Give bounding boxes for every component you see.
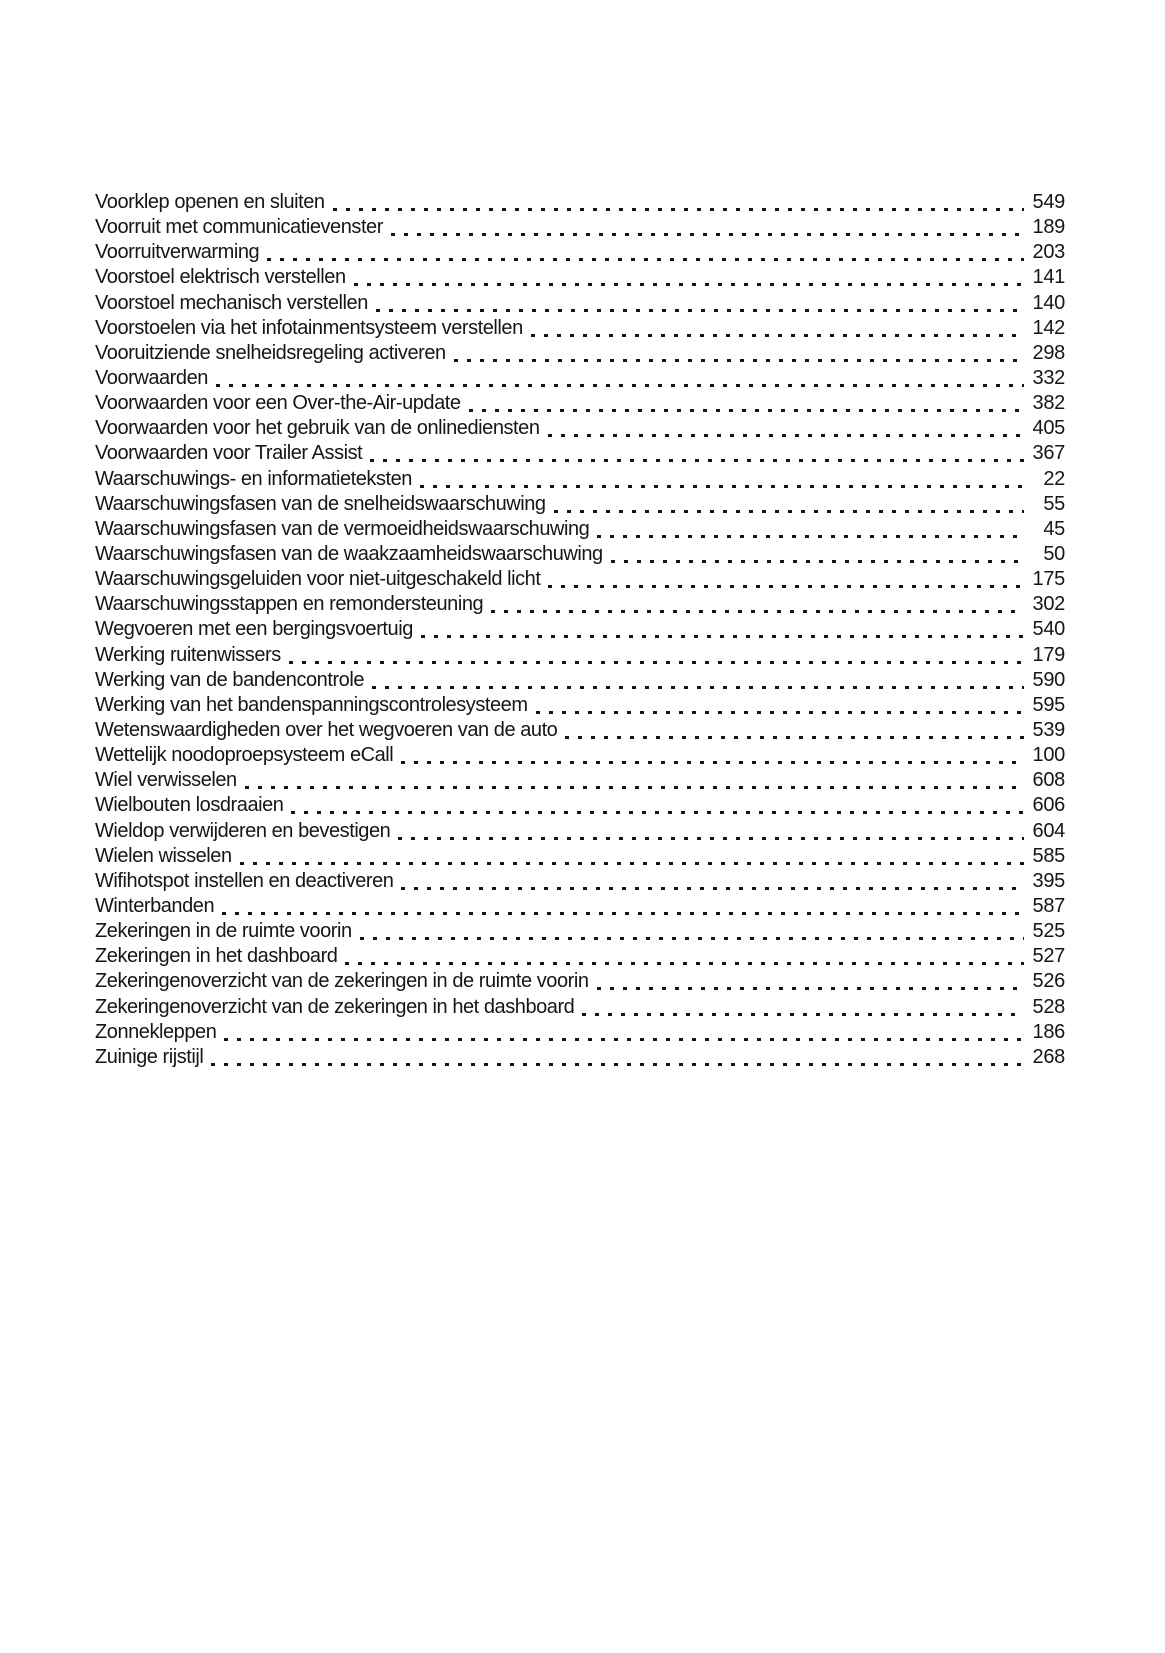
toc-entry-title: Zonnekleppen xyxy=(95,1020,217,1043)
toc-entry-page-number: 140 xyxy=(1032,291,1065,314)
dot-leader xyxy=(240,844,1024,869)
toc-entry-row[interactable] xyxy=(95,793,1065,818)
toc-entry-title: Zekeringenoverzicht van de zekeringen in het dashboard xyxy=(95,995,575,1018)
toc-entry-page-number: 540 xyxy=(1032,618,1065,641)
toc-entry-title: Wielen wisselen xyxy=(95,844,232,867)
toc-entry-page-number: 585 xyxy=(1032,844,1065,867)
toc-entry-title: Voorruitverwarming xyxy=(95,241,260,264)
toc-entry-page-number: 100 xyxy=(1032,744,1065,767)
toc-entry-row[interactable] xyxy=(95,1020,1065,1045)
toc-entry-title: Winterbanden xyxy=(95,894,215,917)
toc-entry-page-number: 539 xyxy=(1032,718,1065,741)
toc-entry-row[interactable] xyxy=(95,416,1065,441)
toc-entry-row[interactable] xyxy=(95,316,1065,341)
toc-entry-page-number: 175 xyxy=(1032,568,1065,591)
toc-entry-row[interactable] xyxy=(95,215,1065,240)
dot-leader xyxy=(345,944,1024,969)
dot-leader xyxy=(211,1045,1024,1070)
toc-entry-row[interactable] xyxy=(95,441,1065,466)
toc-entry-page-number: 302 xyxy=(1032,593,1065,616)
toc-entry-page-number: 141 xyxy=(1032,266,1065,289)
dot-leader xyxy=(454,341,1024,366)
toc-entry-row[interactable] xyxy=(95,768,1065,793)
dot-leader xyxy=(582,995,1024,1020)
dot-leader xyxy=(224,1020,1024,1045)
toc-entry-page-number: 332 xyxy=(1032,366,1065,389)
toc-entry-row[interactable] xyxy=(95,492,1065,517)
dot-leader xyxy=(554,492,1024,517)
toc-entry-title: Wielbouten losdraaien xyxy=(95,794,284,817)
toc-entry-title: Voorwaarden voor Trailer Assist xyxy=(95,442,363,465)
toc-entry-row[interactable] xyxy=(95,517,1065,542)
toc-entry-page-number: 179 xyxy=(1032,643,1065,666)
dot-leader xyxy=(420,467,1024,492)
toc-entry-row[interactable] xyxy=(95,366,1065,391)
dot-leader xyxy=(360,919,1024,944)
dot-leader xyxy=(469,391,1024,416)
toc-entry-title: Waarschuwings- en informatieteksten xyxy=(95,467,412,490)
toc-entry-row[interactable] xyxy=(95,693,1065,718)
toc-entry-page-number: 22 xyxy=(1043,467,1065,490)
toc-entry-title: Voorwaarden xyxy=(95,366,208,389)
toc-entry-page-number: 189 xyxy=(1032,216,1065,239)
toc-entry-page-number: 590 xyxy=(1032,668,1065,691)
toc-entry-title: Wettelijk noodoproepsysteem eCall xyxy=(95,744,394,767)
toc-entry-row[interactable] xyxy=(95,542,1065,567)
dot-leader xyxy=(376,291,1024,316)
toc-entry-title: Wegvoeren met een bergingsvoertuig xyxy=(95,618,413,641)
dot-leader xyxy=(222,894,1024,919)
dot-leader xyxy=(565,718,1024,743)
toc-entry-row[interactable] xyxy=(95,1045,1065,1070)
dot-leader xyxy=(597,517,1024,542)
toc-entry-row[interactable] xyxy=(95,995,1065,1020)
dot-leader xyxy=(398,819,1024,844)
toc-entry-row[interactable] xyxy=(95,467,1065,492)
toc-entry-title: Waarschuwingsfasen van de vermoeidheidswaarschuwing xyxy=(95,517,590,540)
toc-entry-page-number: 549 xyxy=(1032,191,1065,213)
toc-entry-title: Wifihotspot instellen en deactiveren xyxy=(95,869,394,892)
toc-entry-row[interactable] xyxy=(95,919,1065,944)
toc-entry-page-number: 395 xyxy=(1032,869,1065,892)
dot-leader xyxy=(391,215,1024,240)
table-of-contents xyxy=(95,190,1065,1070)
toc-entry-page-number: 298 xyxy=(1032,341,1065,364)
toc-entry-title: Werking van het bandenspanningscontrolesysteem xyxy=(95,693,528,716)
dot-leader xyxy=(536,693,1024,718)
toc-entry-row[interactable] xyxy=(95,869,1065,894)
toc-entry-page-number: 367 xyxy=(1032,442,1065,465)
toc-entry-page-number: 608 xyxy=(1032,769,1065,792)
toc-entry-row[interactable] xyxy=(95,969,1065,994)
toc-entry-title: Voorklep openen en sluiten xyxy=(95,191,325,213)
toc-entry-row[interactable] xyxy=(95,894,1065,919)
dot-leader xyxy=(333,190,1024,215)
toc-entry-title: Werking van de bandencontrole xyxy=(95,668,364,691)
toc-entry-row[interactable] xyxy=(95,291,1065,316)
toc-entry-row[interactable] xyxy=(95,391,1065,416)
toc-entry-page-number: 203 xyxy=(1032,241,1065,264)
toc-entry-title: Wieldop verwijderen en bevestigen xyxy=(95,819,391,842)
toc-entry-page-number: 186 xyxy=(1032,1020,1065,1043)
toc-entry-row[interactable] xyxy=(95,668,1065,693)
toc-entry-title: Voorstoelen via het infotainmentsysteem verstellen xyxy=(95,316,523,339)
toc-entry-row[interactable] xyxy=(95,240,1065,265)
toc-entry-title: Zekeringenoverzicht van de zekeringen in de ruimte voorin xyxy=(95,970,589,993)
toc-entry-page-number: 525 xyxy=(1032,920,1065,943)
dot-leader xyxy=(548,567,1024,592)
toc-entry-page-number: 142 xyxy=(1032,316,1065,339)
toc-entry-title: Voorruit met communicatievenster xyxy=(95,216,383,239)
toc-entry-title: Vooruitziende snelheidsregeling activeren xyxy=(95,341,446,364)
toc-entry-title: Zekeringen in de ruimte voorin xyxy=(95,920,352,943)
toc-entry-title: Zekeringen in het dashboard xyxy=(95,945,338,968)
toc-entry-page-number: 382 xyxy=(1032,392,1065,415)
toc-entry-title: Voorwaarden voor een Over-the-Air-update xyxy=(95,392,461,415)
toc-entry-page-number: 526 xyxy=(1032,970,1065,993)
toc-entry-row[interactable] xyxy=(95,643,1065,668)
toc-entry-row[interactable] xyxy=(95,944,1065,969)
dot-leader xyxy=(216,366,1024,391)
dot-leader xyxy=(421,617,1024,642)
toc-entry-row[interactable] xyxy=(95,718,1065,743)
dot-leader xyxy=(267,240,1024,265)
toc-entry-page-number: 587 xyxy=(1032,894,1065,917)
toc-entry-row[interactable] xyxy=(95,592,1065,617)
dot-leader xyxy=(401,869,1024,894)
dot-leader xyxy=(531,316,1024,341)
toc-entry-row[interactable] xyxy=(95,743,1065,768)
toc-entry-row[interactable] xyxy=(95,265,1065,290)
toc-entry-title: Zuinige rijstijl xyxy=(95,1045,204,1068)
toc-entry-row[interactable] xyxy=(95,819,1065,844)
toc-entry-title: Werking ruitenwissers xyxy=(95,643,281,666)
dot-leader xyxy=(548,416,1025,441)
toc-entry-title: Wetenswaardigheden over het wegvoeren van de auto xyxy=(95,718,558,741)
toc-entry-title: Voorstoel elektrisch verstellen xyxy=(95,266,346,289)
toc-entry-page-number: 50 xyxy=(1043,542,1065,565)
dot-leader xyxy=(491,592,1024,617)
dot-leader xyxy=(291,793,1024,818)
toc-entry-page-number: 268 xyxy=(1032,1045,1065,1068)
dot-leader xyxy=(245,768,1024,793)
toc-entry-page-number: 55 xyxy=(1043,492,1065,515)
dot-leader xyxy=(401,743,1024,768)
toc-entry-title: Wiel verwisselen xyxy=(95,769,237,792)
toc-entry-page-number: 528 xyxy=(1032,995,1065,1018)
toc-entry-page-number: 45 xyxy=(1043,517,1065,540)
toc-entry-row[interactable] xyxy=(95,617,1065,642)
toc-entry-title: Waarschuwingsstappen en remondersteuning xyxy=(95,593,484,616)
dot-leader xyxy=(372,668,1024,693)
toc-entry-row[interactable] xyxy=(95,341,1065,366)
dot-leader xyxy=(354,265,1024,290)
toc-entry-page-number: 405 xyxy=(1032,417,1065,440)
dot-leader xyxy=(597,969,1024,994)
dot-leader xyxy=(370,441,1024,466)
toc-entry-title: Waarschuwingsfasen van de snelheidswaarschuwing xyxy=(95,492,546,515)
toc-entry-title: Voorwaarden voor het gebruik van de onlinediensten xyxy=(95,417,540,440)
toc-entry-title: Voorstoel mechanisch verstellen xyxy=(95,291,368,314)
toc-entry-page-number: 606 xyxy=(1032,794,1065,817)
toc-entry-row[interactable] xyxy=(95,190,1065,215)
dot-leader xyxy=(611,542,1024,567)
toc-entry-page-number: 604 xyxy=(1032,819,1065,842)
toc-entry-title: Waarschuwingsgeluiden voor niet-uitgeschakeld licht xyxy=(95,568,541,591)
toc-entry-page-number: 527 xyxy=(1032,945,1065,968)
dot-leader xyxy=(289,643,1024,668)
toc-entry-row[interactable] xyxy=(95,567,1065,592)
toc-entry-row[interactable] xyxy=(95,844,1065,869)
toc-entry-page-number: 595 xyxy=(1032,693,1065,716)
toc-entry-title: Waarschuwingsfasen van de waakzaamheidswaarschuwing xyxy=(95,542,603,565)
